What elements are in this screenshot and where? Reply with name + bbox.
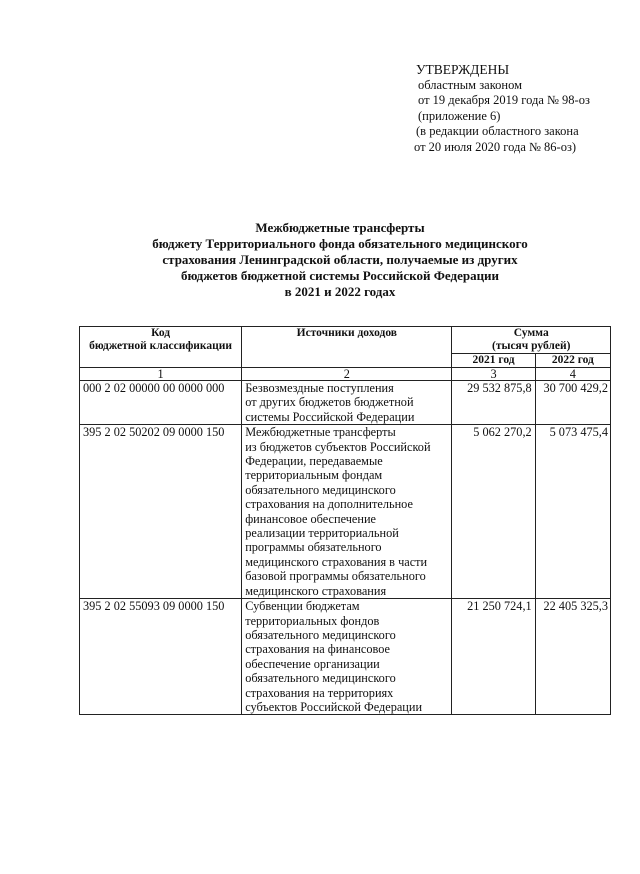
approval-line: от 20 июля 2020 года № 86-оз) [414,139,577,154]
column-number: 1 [80,368,242,381]
table-row [80,425,611,599]
cell-2022: 30 700 429,2 [535,381,610,425]
cell-source: Субвенции бюджетам территориальных фондов обязательного медицинского страхования на финансовое обеспечение организации обязательного медицинского страхования на территориях субъектов Российской Федерации [242,599,452,715]
approval-line: (в редакции областного закона [416,124,579,138]
title-line: бюджетов бюджетной системы Российской Федерации [180,268,500,283]
approval-heading: УТВЕРЖДЕНЫ [416,62,510,77]
cell-code: 395 2 02 50202 09 0000 150 [80,425,242,599]
table-header-row [80,327,611,354]
approval-block [414,62,590,155]
cell-2022: 22 405 325,3 [535,599,610,715]
cell-code: 395 2 02 55093 09 0000 150 [80,599,242,715]
column-number: 4 [535,368,610,381]
approval-line: областным законом [418,77,523,92]
transfers-table [79,326,611,715]
document-title [80,220,600,300]
cell-2021: 29 532 875,8 [452,381,535,425]
header-year-2021: 2021 год [452,354,535,368]
header-code-line: бюджетной классификации [89,340,233,352]
header-code-line: Код [151,327,171,339]
approval-line: от 19 декабря 2019 года № 98-оз [418,93,590,107]
header-sum-line: Сумма [513,327,549,339]
column-number: 3 [452,368,535,381]
table-row [80,599,611,715]
cell-source: Межбюджетные трансферты из бюджетов субъектов Российской Федерации, передаваемые территориальным фондам обязательного медицинского страхования на дополнительное финансовое обеспечение реализации территориальной программы обязательного медицинского страхования в части базовой программы обязательного медицинского страхования [242,425,452,599]
column-number: 2 [242,368,452,381]
cell-code: 000 2 02 00000 00 0000 000 [80,381,242,425]
header-source-label: Источники доходов [296,327,397,339]
column-numbers-row [80,368,611,381]
header-sum-line: (тысяч рублей) [491,340,571,352]
title-line: бюджету Территориального фонда обязательного медицинского [152,236,528,251]
header-code [80,327,242,368]
header-sum [452,327,611,354]
title-line: в 2021 и 2022 годах [284,284,396,299]
cell-2022: 5 073 475,4 [535,425,610,599]
cell-2021: 21 250 724,1 [452,599,535,715]
header-year-2022: 2022 год [535,354,610,368]
cell-source: Безвозмездные поступления от других бюджетов бюджетной системы Российской Федерации [242,381,452,425]
table-row [80,381,611,425]
title-line: Межбюджетные трансферты [255,220,425,235]
title-line: страхования Ленинградской области, получаемые из других [162,252,518,267]
approval-line: (приложение 6) [418,108,501,123]
cell-2021: 5 062 270,2 [452,425,535,599]
header-source [242,327,452,368]
